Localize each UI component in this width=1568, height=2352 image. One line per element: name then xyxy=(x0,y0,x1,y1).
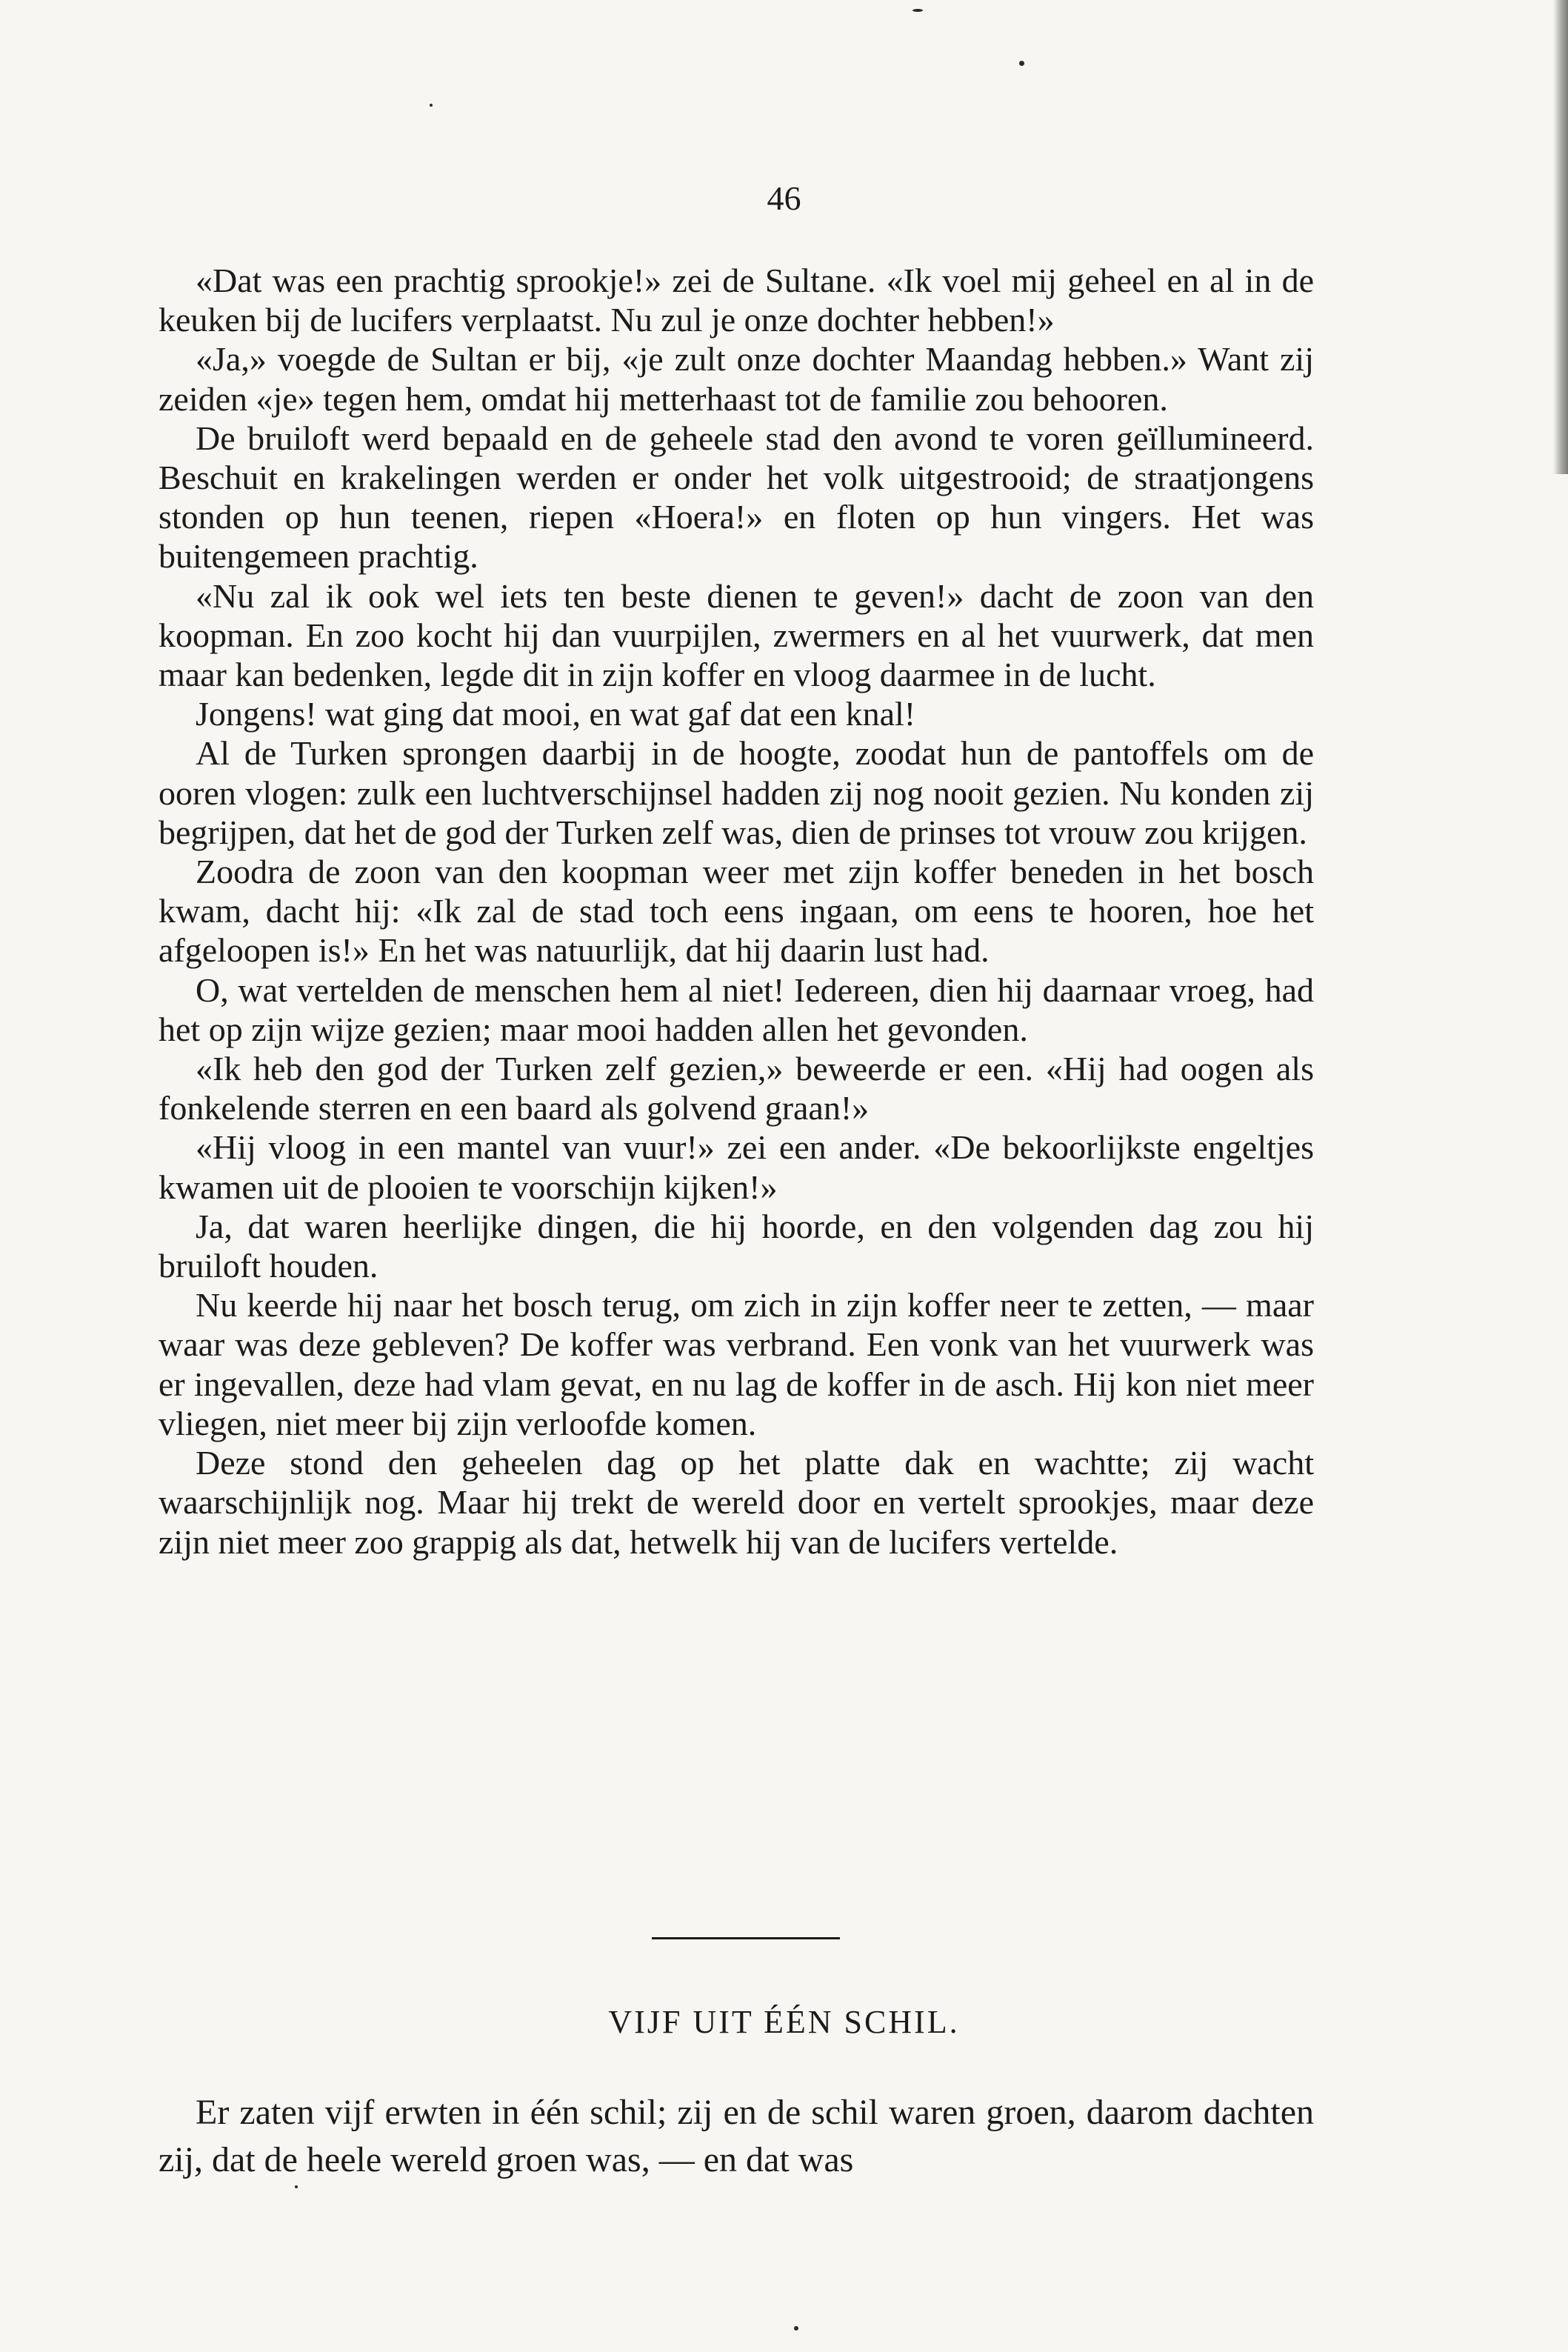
paragraph: Ja, dat waren heerlijke dingen, die hij hoorde, en den volgenden dag zou hij bruiloft houden. xyxy=(159,1207,1314,1285)
paragraph: Jongens! wat ging dat mooi, en wat gaf dat een knal! xyxy=(196,695,916,733)
paragraph: «Ja,» voegde de Sultan er bij, «je zult onze dochter Maandag hebben.» Want zij zeiden «je» tegen hem, omdat hij metterhaast tot de familie zou behooren. xyxy=(159,340,1314,418)
section-title: VIJF UIT ÉÉN SCHIL. xyxy=(608,2004,960,2040)
paragraph: De bruiloft werd bepaald en de geheele stad den avond te voren geïllumineerd. Beschuit en krakelingen werden er onder het volk uitgestrooid; de straatjongens stonden op hun teenen, riepen «Hoera!» en floten op hun vingers. Het was buitengemeen prachtig. xyxy=(159,419,1314,576)
scan-speck xyxy=(430,104,433,107)
paragraph: Deze stond den geheelen dag op het platte dak en wachtte; zij wacht waarschijnlijk nog. Maar hij trekt de wereld door en vertelt sprookjes, maar deze zijn niet meer zoo grappig als dat, hetwelk hij van de lucifers vertelde. xyxy=(159,1444,1314,1561)
paragraph: «Nu zal ik ook wel iets ten beste dienen te geven!» dacht de zoon van den koopman. En zoo kocht hij dan vuurpijlen, zwermers en al het vuurwerk, dat men maar kan bedenken, legde dit in zijn koffer en vloog daarmee in de lucht. xyxy=(159,576,1314,694)
section-divider xyxy=(652,1937,840,1939)
scan-speck xyxy=(295,2185,298,2188)
page-number: 46 xyxy=(767,179,801,217)
paragraph: «Dat was een prachtig sprookje!» zei de Sultane. «Ik voel mij geheel en al in de keuken bij de lucifers verplaatst. Nu zul je onze dochter hebben!» xyxy=(159,261,1314,339)
paragraph: Zoodra de zoon van den koopman weer met zijn koffer beneden in het bosch kwam, dacht hij: «Ik zal de stad toch eens ingaan, om eens te hooren, hoe het afgeloopen is!» En het was natuurlijk, dat hij daarin lust had. xyxy=(159,853,1314,970)
paragraph: Al de Turken sprongen daarbij in de hoogte, zoodat hun de pantoffels om de ooren vlogen: zulk een luchtverschijnsel hadden zij nog nooit gezien. Nu konden zij begrijpen, dat het de god der Turken zelf was, dien de prinses tot vrouw zou krijgen. xyxy=(159,734,1314,851)
paragraph: «Hij vloog in een mantel van vuur!» zei een ander. «De bekoorlijkste engeltjes kwamen uit de plooien te voorschijn kijken!» xyxy=(159,1128,1314,1206)
paragraph: «Ik heb den god der Turken zelf gezien,» beweerde er een. «Hij had oogen als fonkelende sterren en een baard als golvend graan!» xyxy=(159,1050,1314,1127)
scan-edge-shadow xyxy=(1553,0,1568,474)
paragraph: O, wat vertelden de menschen hem al niet! Iedereen, dien hij daarnaar vroeg, had het op zijn wijze gezien; maar mooi hadden allen het gevonden. xyxy=(159,970,1314,1048)
scan-speck xyxy=(794,2326,798,2331)
section-text xyxy=(159,2089,1314,2184)
paragraph: Er zaten vijf erwten in één schil; zij en de schil waren groen, daarom dachten zij, dat de heele wereld groen was, — en dat was xyxy=(159,2093,1314,2179)
scan-speck xyxy=(913,9,923,12)
scan-speck xyxy=(1019,61,1024,66)
paragraph: Nu keerde hij naar het bosch terug, om zich in zijn koffer neer te zetten, — maar waar was deze gebleven? De koffer was verbrand. Een vonk van het vuurwerk was er ingevallen, deze had vlam gevat, en nu lag de koffer in de asch. Hij kon niet meer vliegen, niet meer bij zijn verloofde komen. xyxy=(159,1286,1314,1442)
story-text xyxy=(159,261,1314,1562)
